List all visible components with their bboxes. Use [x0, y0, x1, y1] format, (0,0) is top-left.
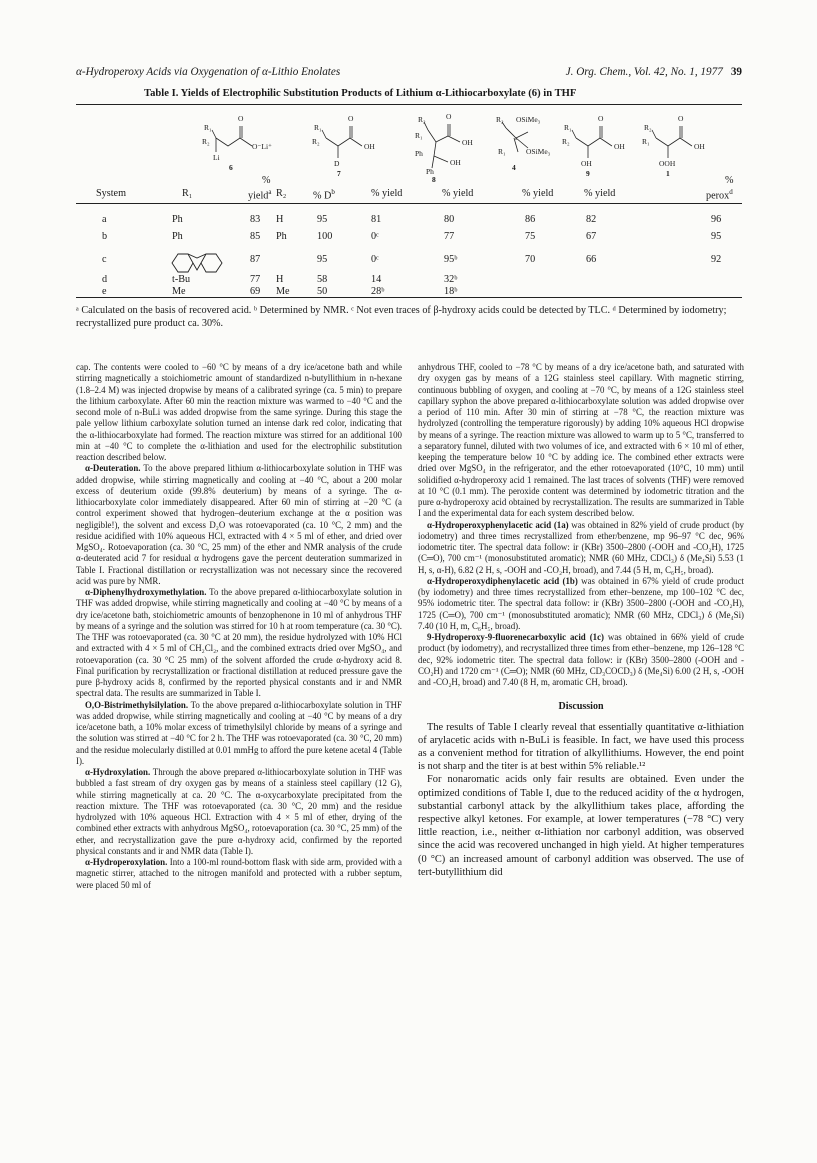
paragraph — [76, 463, 402, 587]
cell-value: 0ᶜ — [371, 231, 379, 242]
c7-r2: R₂ — [312, 137, 320, 146]
discussion-paragraph: For nonaromatic acids only fair results are obtained. Even under the optimized conditions of Table I, due to the reduced acidity of the α hydrogen, substantial carbonyl attack by the alkyllithium takes place, affording the respective alkyl ketones. For example, at lower temperatures (−78 °C) very little reaction, i.e., neither α-lithiation nor carbonyl addition, was observed since the acid was recovered unchanged in high yield. At higher temperatures (0 °C) an increased amount of carbonyl addition was observed. The use of tert-butyllithium did — [418, 774, 744, 878]
compound-number-1: 1 — [666, 169, 670, 178]
cell-value: 77 — [444, 231, 455, 242]
right-column — [418, 362, 744, 879]
paragraph-heading: α-Deuteration. — [85, 463, 141, 474]
header-system: System — [96, 188, 127, 199]
cell-value: 14 — [371, 274, 382, 285]
cell-system: c — [102, 254, 107, 265]
paragraph-heading: α-Hydroperoxyphenylacetic acid (1a) — [427, 519, 569, 530]
paragraph-text: cap. The contents were cooled to −60 °C by means of a dry ice/acetone bath and while stirring magnetically a stoichiometric amount of standardized n-butyllithium in n-hexane (1.8–2.4 M) was injected dropwise by means of a calibrated syringe (ca. 5 min) to prepare the lithium carboxylate. After 60 min the reaction mixture was warmed to −40 °C and the second mole of n-BuLi was added dropwise from the same syringe. During this stage the pale yellow lithium carboxylate solution turned an intense dark red color, indicating that the α-lithiocarboxylate had formed. The reaction mixture was stirred for an additional 100 min at −40 °C to complete the α-lithiation and used for the electrophilic substitution reaction described below. — [76, 362, 402, 462]
paragraph-text: anhydrous THF, cooled to −78 °C by means of a dry ice/acetone bath, and saturated with dry oxygen gas by means of a 12G stainless steel capillary. With magnetic stirring, continuous bubbling of oxygen, and cooling at −70 °C, by means of a 12G stainless steel capillary syphon the above prepared α-lithiocarboxylate solution was added dropwise over a period of 110 min. After 30 min of stirring at −78 °C, the reaction mixture was hydrolyzed (controlling the temperature rigorously) by adding 10% aqueous HCl dropwise by means of a syringe. The reaction mixture was allowed to warm up to 5 °C, transferred to a separatory funnel, diluted with two volumes of ice, and extracted with 6 × 10 ml of ether, keeping the temperature below 10 °C by adding ice. The combined ether extracts were dried over MgSO₄ in the refrigerator, and the ether rotoevaporated (10°C, 10 mm) until solidified α-hydroperoxy acid 1 remained. The last traces of solvents (THF) were removed at 10 °C (0.1 mm). The peroxide content was determined by iodometric titration and the pure α-hydroperoxy acid obtained by recrystallization. The results are summarized in Table I and the experimental data for each system described below. — [418, 362, 744, 519]
paragraph — [418, 362, 744, 520]
c1-r2: R₂ — [644, 123, 652, 132]
table-structures — [76, 108, 742, 184]
c1-oh: OH — [694, 142, 705, 151]
c9-r1: R₁ — [564, 123, 572, 132]
cell-value: 32ᵇ — [444, 274, 458, 285]
cell-value: 58 — [317, 274, 328, 285]
cell-value: 87 — [250, 254, 261, 265]
c9-oh2: OH — [614, 142, 625, 151]
c6-o: O — [238, 114, 244, 123]
cell-value: 86 — [525, 214, 536, 225]
c4-tms1: OSiMe₃ — [516, 115, 541, 124]
running-head-journal — [566, 66, 742, 78]
cell-system: b — [102, 231, 108, 242]
table-footnotes: ᵃ Calculated on the basis of recovered acid. ᵇ Determined by NMR. ᶜ Not even traces of β-hydroxy acids could be detected by TLC. ᵈ Determined by iodometry; recrystallized pure product ca. 30%. — [76, 305, 727, 329]
c6-r2: R₂ — [202, 137, 210, 146]
compound-number-7: 7 — [337, 169, 341, 178]
c1-r1: R₁ — [642, 137, 650, 146]
paragraph — [76, 857, 402, 891]
header-r2: R₂ — [276, 188, 287, 199]
cell-system: d — [102, 274, 108, 285]
cell-value: 96 — [711, 214, 722, 225]
c7-o: O — [348, 114, 354, 123]
cell-r1: Ph — [172, 214, 183, 225]
cell-r1: Ph — [172, 231, 183, 242]
header-perox-label: perox — [706, 190, 730, 202]
header-pct-perox-top: % — [725, 175, 734, 186]
c4-r2: R₂ — [496, 115, 504, 124]
paragraph — [76, 767, 402, 857]
cell-value: 67 — [586, 231, 597, 242]
cell-system: e — [102, 286, 107, 297]
header-perox-mark: d — [729, 188, 733, 196]
page-number: 39 — [730, 66, 742, 78]
cell-r1: t-Bu — [172, 274, 191, 285]
paragraph-heading: 9-Hydroperoxy-9-fluorenecarboxylic acid (1c) — [427, 632, 604, 642]
header-pct-yield-top: % — [262, 175, 271, 186]
c8-r1: R₁ — [415, 131, 423, 140]
discussion-heading: Discussion — [558, 701, 604, 713]
c9-oh: OH — [581, 159, 592, 168]
cell-value: 70 — [525, 254, 536, 265]
paragraph-heading: α-Hydroperoxylation. — [85, 857, 168, 867]
table-rule-header — [76, 203, 742, 204]
header-yield-9: % yield — [522, 188, 554, 199]
cell-system: a — [102, 214, 107, 225]
paragraph-text: To the above prepared lithium α-lithiocarboxylate solution in THF was added dropwise, while stirring magnetically and cooling at −40 °C, about a 200 molar excess of deuterium oxide (99.8% deuterium) by means of a syringe. The α-lithiocarboxylate color immediately disappeared. After 60 min of stirring at −20 °C (a control experiment showed that hydrogen–deuterium exchange at the α position was negligible!), the solvent and excess D₂O was rotoevaporated (ca. 10 °C, 2 mm) and the residue acidified with 10% aqueous HCl, extracted with 4 × 5 ml of ether, and dried over MgSO₄. Rotoevaporation (ca. 30 °C, 25 mm) of the ether and NMR analysis of the crude α-deuterated acid 7 for residual α hydrogens gave the percent deuteration summarized in Table I. Fractional distillation or recrystallization was not necessary since the recovered acid was pure by NMR. — [76, 463, 402, 586]
paragraph-text: To the above prepared α-lithiocarboxylate solution in THF was added dropwise, while stirring magnetically and cooling at −40 °C by means of a dry ice/acetone bath, stoichiometric amounts of benzophenone in 10 ml of anhydrous THF by means of a syringe and the solution was stirred for 10 h at room temperature (ca. 30 °C). The THF was rotoevaporated (ca. 30 °C at 20 mm), the residue hydrolyzed with 10% HCl and extracted with 4 × 5 ml of CH₂Cl₂, and the combined extracts dried over MgSO₄, and rotoevaporation (ca. 30 °C 25 mm) of the solvent afforded the crude α-hydroxy acid 8. Final purification by recrystallization or fractional distillation at reduced pressure gave the pure β-hydroxy acids 8, confirmed by the reported physical constants and ir and NMR spectral data. The results are summarized in Table I. — [76, 587, 402, 699]
cell-value: 18ᵇ — [444, 286, 458, 297]
header-r1: R₁ — [182, 188, 193, 199]
c9-r2: R₂ — [562, 137, 570, 146]
header-yield-label: yield — [248, 190, 269, 202]
cell-value: 100 — [317, 231, 333, 242]
cell-r2: Ph — [276, 231, 287, 242]
compound-number-8: 8 — [432, 175, 436, 184]
cell-value: 85 — [250, 231, 261, 242]
cell-r2: Me — [276, 286, 290, 297]
c6-li: Li — [213, 153, 220, 162]
paragraph — [76, 362, 402, 463]
cell-value: 80 — [444, 214, 455, 225]
cell-value: 81 — [371, 214, 382, 225]
header-pct-d — [313, 188, 335, 201]
paragraph-text: was obtained in 67% yield of crude product (by iodometry) and three times recrystallized from ether–benzene, mp 100–102 °C dec, 95% iodometric titer. The spectral data follow: ir (KBr) 3500–2800 (-OOH and -CO₂H), 1725 (C═O), 700 cm⁻¹ (monosubstituted aromatic); NMR (60 MHz, CDCl₃) δ (Me₄Si) 7.40 (10 H, m, C₆H₅, broad). — [418, 575, 744, 631]
header-yield — [248, 188, 271, 201]
left-column — [76, 362, 402, 891]
cell-value: 0ᶜ — [371, 254, 379, 265]
c8-ph1: Ph — [415, 149, 423, 158]
c6-oli: O⁻Li⁺ — [252, 142, 272, 151]
c7-d: D — [334, 159, 340, 168]
compound-number-9: 9 — [586, 169, 590, 178]
paragraph-heading: α-Diphenylhydroxymethylation. — [85, 587, 207, 597]
cell-value: 92 — [711, 254, 722, 265]
cell-value: 82 — [586, 214, 597, 225]
cell-value: 95 — [317, 214, 328, 225]
cell-r2: H — [276, 274, 284, 285]
c1-ooh: OOH — [659, 159, 676, 168]
paragraph-text: was obtained in 66% yield of crude product (by iodometry), and recrystallized three times from ether–benzene, mp 126–128 °C dec, 92% iodometric titer. The spectral data follow: ir (KBr) 3500–2800 (-OOH and -CO₂H) and 1720 cm⁻¹ (C═O); NMR (60 MHz, CD₃COCD₃) δ (Me₄Si) 6.00 (2 H, s, -OOH and -CO₂H, broad) and 7.40 (8 H, m, aromatic CH, broad). — [418, 632, 744, 687]
c8-ph2: Ph — [426, 167, 434, 176]
cell-value: 66 — [586, 254, 597, 265]
c8-oh2: OH — [450, 158, 461, 167]
paragraph-heading: α-Hydroxylation. — [85, 767, 151, 777]
cell-value: 28ᵇ — [371, 286, 385, 297]
cell-value: 77 — [250, 274, 261, 285]
paragraph — [418, 576, 744, 632]
c4-r1: R₁ — [498, 147, 506, 156]
compound-number-4: 4 — [512, 163, 516, 172]
cell-value: 75 — [525, 231, 536, 242]
cell-value: 95 — [711, 231, 722, 242]
paragraph — [418, 632, 744, 688]
discussion-paragraph: The results of Table I clearly reveal that essentially quantitative α-lithiation of arylacetic acids with n-BuLi is feasible. In fact, we have used this process as a convenient method for titration of alkyllithiums. However, the end point is not sharp and the titer is at best within 5% reliable.¹² — [418, 721, 744, 773]
cell-value: 95ᵇ — [444, 254, 458, 265]
paragraph — [76, 700, 402, 768]
paragraph-text: Into a 100-ml round-bottom flask with side arm, provided with a magnetic stirrer, attached to the nitrogen manifold and protected with a rubber septum, were placed 50 ml of — [76, 857, 402, 890]
c7-oh: OH — [364, 142, 375, 151]
c9-o: O — [598, 114, 604, 123]
cell-value: 69 — [250, 286, 261, 297]
c7-r1: R₁ — [314, 123, 322, 132]
c6-r1: R₁ — [204, 123, 212, 132]
running-head — [76, 66, 742, 78]
paragraph — [76, 587, 402, 700]
journal-citation: J. Org. Chem., Vol. 42, No. 1, 1977 — [565, 66, 723, 78]
cell-r2: H — [276, 214, 284, 225]
c8-o: O — [446, 112, 452, 121]
table-title: Table I. Yields of Electrophilic Substitution Products of Lithium α-Lithiocarboxylate (6) in THF — [144, 88, 577, 99]
cell-value: 95 — [317, 254, 328, 265]
c1-o: O — [678, 114, 684, 123]
paragraph-text: To the above prepared α-lithiocarboxylate solution in THF was added dropwise, while stirring magnetically and cooling at −40 °C by means of a dry ice/acetone bath, a 10% molar excess of trimethylsilyl chloride by means of a syringe and the solution was stirred at −40 °C for 2 h. The THF was rotoevaporated (ca. 30 °C, 20 mm) and the residue molecularly distilled at 0.01 mmHg to afford the pure ketene acetal 4 (Table I). — [76, 699, 402, 766]
header-yield-1: % yield — [584, 188, 616, 199]
c4-tms2: OSiMe₃ — [526, 147, 551, 156]
compound-number-6: 6 — [229, 163, 233, 172]
header-yield-mark: a — [268, 188, 272, 196]
cell-r1: Me — [172, 286, 186, 297]
c8-oh1: OH — [462, 138, 473, 147]
c8-r2: R₂ — [418, 115, 426, 124]
fluorene-structure — [168, 250, 226, 276]
header-yield-4: % yield — [442, 188, 474, 199]
paragraph — [418, 520, 744, 576]
header-pct-d-label: % D — [313, 190, 332, 202]
header-pct-d-mark: b — [331, 188, 335, 196]
running-head-title: α-Hydroperoxy Acids via Oxygenation of α-Lithio Enolates — [76, 66, 341, 78]
header-yield-8: % yield — [371, 188, 403, 199]
paragraph-heading: O,O-Bistrimethylsilylation. — [85, 699, 189, 710]
paragraph-text: Through the above prepared α-lithiocarboxylate solution in THF was bubbled a fast stream of dry oxygen gas by means of a stainless steel capillary (12 G), while stirring magnetically at ca. 20 °C. The α-oxycarboxylate precipitated from the reaction mixture. The THF was rotoevaporated (ca. 30 °C, 20 mm) and the residue hydrolyzed with 10% aqueous HCl. Extraction with 4 × 5 ml of ether, drying of the combined ether extracts with anhydrous MgSO₄, rotoevaporation (ca. 30 °C, 25 mm) of the ether, and recrystallization gave the pure α-hydroxy acid, confirmed by the reported physical constants and ir and NMR data (Table I). — [76, 767, 402, 856]
cell-value: 83 — [250, 214, 261, 225]
table-rule-bottom — [76, 297, 742, 298]
paragraph-heading: α-Hydroperoxydiphenylacetic acid (1b) — [427, 575, 578, 586]
cell-value: 50 — [317, 286, 328, 297]
header-perox — [706, 188, 733, 201]
paragraph-text: was obtained in 82% yield of crude product (by iodometry) and three times recrystallized from ether/benzene, mp 96–97 °C dec, 96% iodometric titer. The spectral data follow: ir (KBr) 3500–2800 (-OOH and -CO₂H), 1725 (C═O), 700 cm⁻¹ (monosubstituted aromatic); NMR (60 MHz, CDCl₃) δ (Me₄Si) 5.53 (1 H, s, α-H), 6.82 (2 H, s, -OOH and -CO₂H, broad), and 7.44 (5 H, m, C₆H₅, broad). — [418, 519, 744, 575]
table-rule-top — [76, 104, 742, 105]
